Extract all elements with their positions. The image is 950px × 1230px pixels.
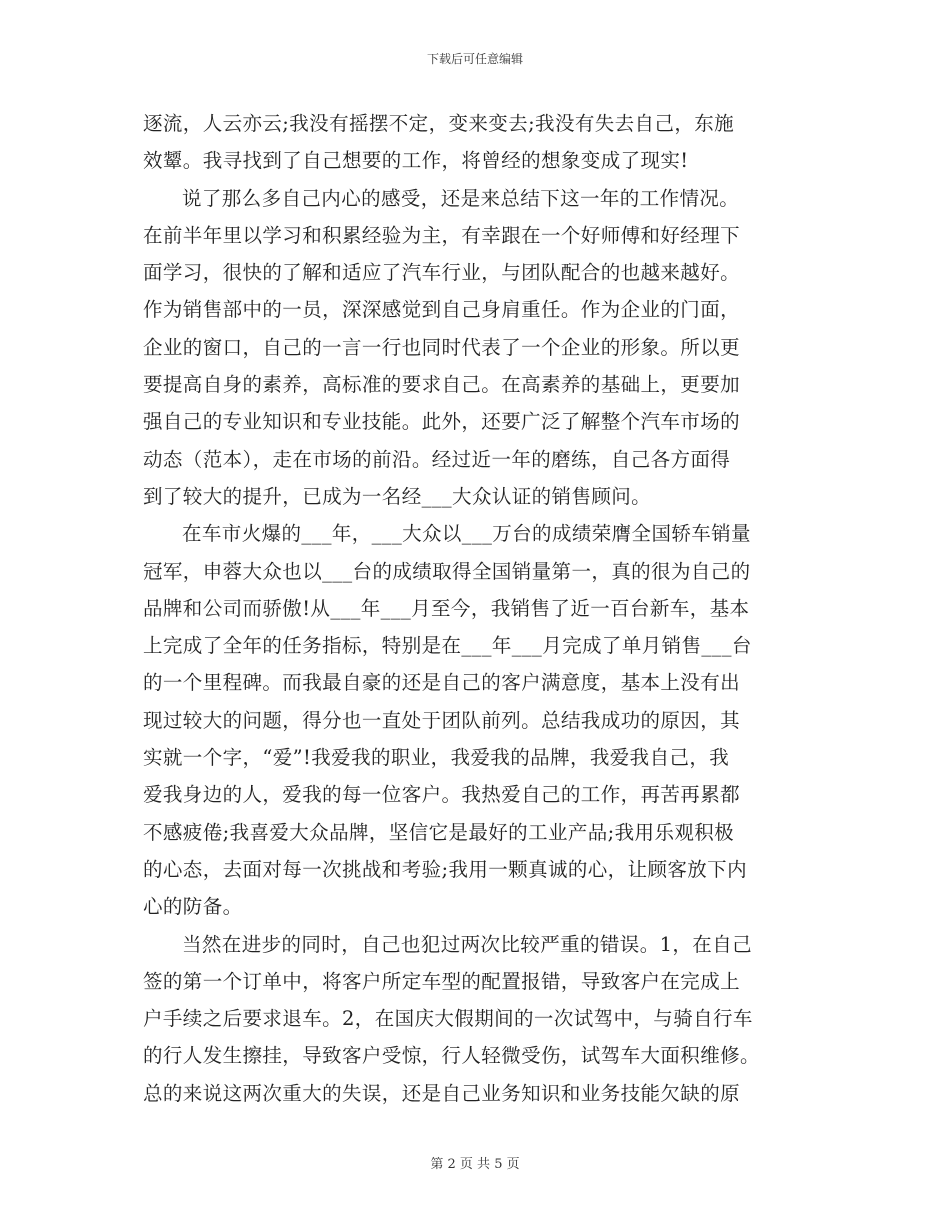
text-line: 要提高自身的素养，高标准的要求自己。在高素养的基础上，更要加: [143, 373, 741, 397]
text-line: 不感疲倦;我喜爱大众品牌，坚信它是最好的工业产品;我用乐观积极: [143, 820, 735, 844]
text-line: 逐流，人云亦云;我没有摇摆不定，变来变去;我没有失去自己，东施: [143, 112, 735, 135]
paragraph-start-line: 说了那么多自己内心的感受，还是来总结下这一年的工作情况。: [182, 186, 740, 210]
text-line: 上完成了全年的任务指标，特别是在___年___月完成了单月销售___台: [143, 634, 752, 658]
text-line: 心的防备。: [143, 895, 243, 919]
text-line: 品牌和公司而骄傲!从___年___月至今，我销售了近一百台新车，基本: [143, 596, 750, 620]
document-body: [143, 105, 807, 1112]
text-line: 冠军，申蓉大众也以___台的成绩取得全国销量第一，真的很为自己的: [143, 559, 751, 583]
text-line: 在前半年里以学习和积累经验为主，有幸跟在一个好师傅和好经理下: [143, 223, 741, 247]
text-line: 户手续之后要求退车。2，在国庆大假期间的一次试驾中，与骑自行车: [143, 1007, 753, 1031]
text-line: 强自己的专业知识和专业技能。此外，还要广泛了解整个汽车市场的: [143, 410, 741, 434]
text-line: 的行人发生擦挂，导致客户受惊，行人轻微受伤，试驾车大面积维修。: [143, 1044, 760, 1068]
text-line: 面学习，很快的了解和适应了汽车行业，与团队配合的也越来越好。: [143, 261, 741, 285]
text-line: 到了较大的提升，已成为一名经___大众认证的销售顾问。: [143, 484, 652, 508]
text-line: 效颦。我寻找到了自己想要的工作，将曾经的想象变成了现实!: [143, 149, 689, 173]
paragraph-start-line: 在车市火爆的___年，___大众以___万台的成绩荣膺全国轿车销量: [182, 522, 751, 546]
text-line: 实就一个字，“爱”!我爱我的职业，我爱我的品牌，我爱我自己，我: [143, 746, 730, 770]
page-header: 下载后可任意编辑: [426, 52, 523, 66]
paragraph-start-line: 当然在进步的同时，自己也犯过两次比较严重的错误。1，在自己: [182, 932, 753, 956]
text-line: 签的第一个订单中，将客户所定车型的配置报错，导致客户在完成上: [143, 969, 741, 993]
text-line: 的心态，去面对每一次挑战和考验;我用一颗真诚的心，让顾客放下内: [143, 857, 747, 881]
page-number-footer: 第 2 页 共 5 页: [430, 1157, 520, 1172]
text-line: 企业的窗口，自己的一言一行也同时代表了一个企业的形象。所以更: [143, 335, 741, 359]
text-line: 现过较大的问题，得分也一直处于团队前列。总结我成功的原因，其: [143, 708, 741, 732]
text-line: 作为销售部中的一员，深深感觉到自己身肩重任。作为企业的门面，: [143, 298, 741, 322]
text-line: 爱我身边的人，爱我的每一位客户。我热爱自己的工作，再苦再累都: [143, 783, 741, 807]
text-line: 动态（范本），走在市场的前沿。经过近一年的磨练，自己各方面得: [143, 447, 731, 471]
text-line: 总的来说这两次重大的失误，还是自己业务知识和业务技能欠缺的原: [143, 1081, 741, 1105]
text-line: 的一个里程碑。而我最自豪的还是自己的客户满意度，基本上没有出: [143, 671, 741, 695]
